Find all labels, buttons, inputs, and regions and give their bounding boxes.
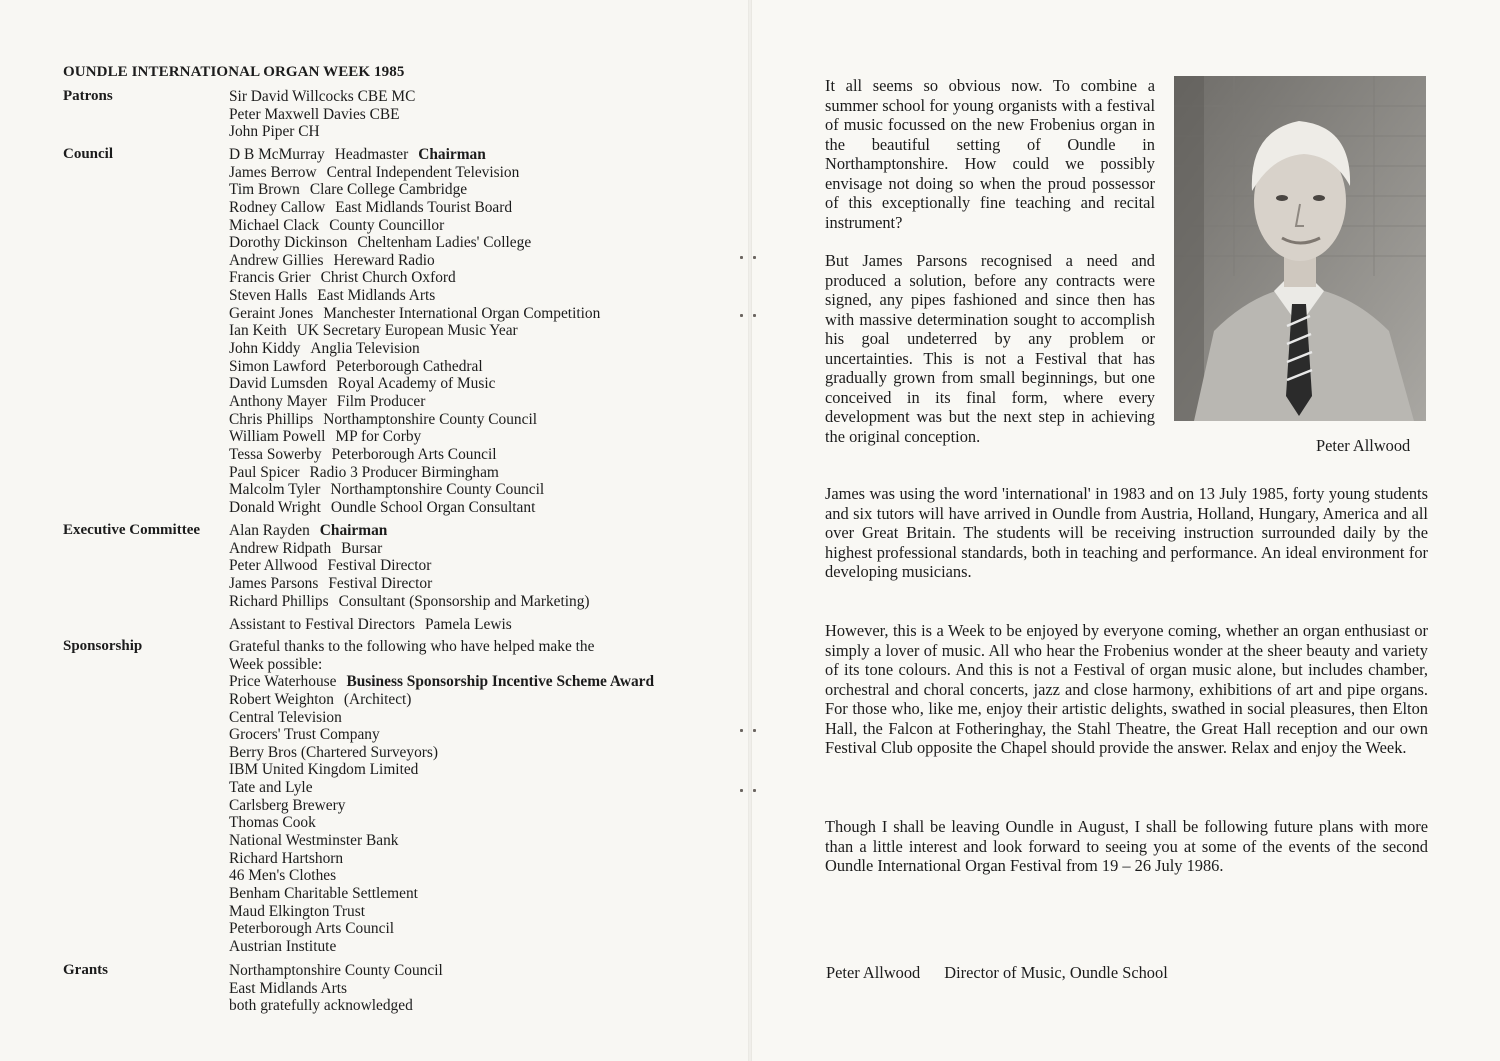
entry-name: William Powell — [229, 428, 326, 446]
section-label: Grants — [63, 962, 108, 978]
entry-name: Anthony Mayer — [229, 392, 327, 410]
paragraph-intro: It all seems so obvious now. To combine a summer school for young organists with a festival of music focussed on the new Frobenius organ in the beautiful setting of Oundle in Northamptonshire. How could we possibly envisage not doing so when the proud possessor of this exceptionally fine teaching and recital instrument? — [825, 76, 1155, 232]
document-title: OUNDLE INTERNATIONAL ORGAN WEEK 1985 — [63, 64, 405, 80]
section-label: Sponsorship — [63, 638, 143, 654]
entry-name: National Westminster Bank — [229, 832, 399, 850]
entry-name: Peterborough Arts Council — [229, 920, 395, 938]
entry-role: East Midlands Arts — [317, 287, 436, 305]
list-item — [229, 428, 729, 446]
list-item — [229, 540, 729, 558]
signature-title: Director of Music, Oundle School — [944, 963, 1168, 982]
staple-mark — [740, 789, 756, 792]
entry-name: Malcolm Tyler — [229, 481, 321, 499]
list-item — [229, 761, 729, 779]
list-item — [229, 593, 729, 611]
entry-role: Royal Academy of Music — [337, 375, 496, 393]
entry-name: Simon Lawford — [229, 357, 327, 375]
list-item — [229, 164, 729, 182]
entry-name: John Kiddy — [229, 340, 301, 358]
sponsorship-list — [229, 673, 729, 955]
section-label: Council — [63, 146, 114, 162]
paragraph-farewell: Though I shall be leaving Oundle in August, I shall be following future plans with more than a little interest and look forward to seeing you at some of the events of the second Oundle International Organ Festival from 19 – 26 July 1986. — [825, 817, 1428, 875]
list-item — [229, 867, 729, 885]
entry-name: Central Television — [229, 708, 342, 726]
entry-name: James Parsons — [229, 574, 319, 592]
entry-name: Andrew Ridpath — [229, 539, 332, 557]
entry-role: Hereward Radio — [333, 251, 435, 269]
paragraph-parsons: But James Parsons recognised a need and produced a solution, before any contracts were signed, any pipes fashioned and since then has with massive determination sought to accomplish his goal undeterred by any problem or uncertainties. This is not a Festival that has gradually grown from small beginnings, but one conceived in its final form, where every development was but the next step in achieving the original conception. — [825, 251, 1155, 446]
list-item — [229, 446, 729, 464]
entry-role: County Councillor — [329, 216, 445, 234]
entry-name: Robert Weighton — [229, 690, 334, 708]
list-item — [229, 850, 729, 868]
entry-emphasis: Chairman — [319, 522, 388, 539]
entry-name: Francis Grier — [229, 269, 311, 287]
paragraph-enjoyment: However, this is a Week to be enjoyed by everyone coming, whether an organ enthusiast or simply a lover of music. All who hear the Frobenius wonder at the sheer beauty and variety of its tone colours. And this is not a Festival of organ music alone, but includes chamber, orchestral and choral concerts, jazz and close harmony, exhibitions of art and pipe organs. For those who, like me, enjoy their artistic delights, swathed in social pleasures, then Elton Hall, the Falcon at Fotheringhay, the Stahl Theatre, the Great Hall reception and our own Festival Club opposite the Chapel should provide the answer. Relax and enjoy the Week. — [825, 621, 1428, 757]
list-item — [229, 411, 729, 429]
entry-name: Benham Charitable Settlement — [229, 884, 418, 902]
entry-name: Richard Phillips — [229, 592, 329, 610]
entry-name: Ian Keith — [229, 322, 287, 340]
entry-role: Festival Director — [328, 574, 433, 592]
staple-mark — [740, 256, 756, 259]
entry-name: Steven Halls — [229, 287, 308, 305]
sponsorship-body — [229, 638, 729, 956]
staple-mark — [740, 729, 756, 732]
entry-name: Price Waterhouse — [229, 673, 337, 691]
photo-caption: Peter Allwood — [1316, 436, 1411, 455]
entry-name: Geraint Jones — [229, 304, 314, 322]
list-item — [229, 181, 729, 199]
entry-name: Thomas Cook — [229, 814, 316, 832]
list-item — [229, 287, 729, 305]
list-item — [229, 375, 729, 393]
section-label: Patrons — [63, 88, 113, 104]
entry-name: Berry Bros (Chartered Surveyors) — [229, 743, 438, 761]
entry-role: Headmaster — [334, 146, 409, 163]
list-item — [229, 322, 729, 340]
list-item — [229, 106, 729, 124]
entry-role: Christ Church Oxford — [320, 269, 456, 287]
entry-role: East Midlands Tourist Board — [335, 198, 513, 216]
paragraph-international: James was using the word 'international' in 1983 and on 13 July 1985, forty young students and six tutors will have arrived in Oundle from Austria, Holland, Hungary, America and all over Great Britain. The students will be receiving instruction surrounded daily by the highest professional standards, both in teaching and performance. An ideal environment for developing musicians. — [825, 484, 1428, 581]
entry-role: Peterborough Arts Council — [331, 445, 497, 463]
entry-name: David Lumsden — [229, 375, 328, 393]
portrait-image — [1174, 76, 1426, 421]
list-item — [229, 557, 729, 575]
entry-emphasis: Business Sponsorship Incentive Scheme Award — [346, 673, 655, 691]
entry-name: Austrian Institute — [229, 937, 337, 955]
entry-role: (Architect) — [343, 690, 412, 708]
list-item — [229, 885, 729, 903]
entry-name: Peter Allwood — [229, 557, 318, 575]
list-item — [229, 814, 729, 832]
list-item — [229, 980, 729, 998]
list-item — [229, 920, 729, 938]
council-list — [229, 146, 729, 516]
list-item — [229, 358, 729, 376]
list-item — [229, 616, 729, 634]
entry-name: Richard Hartshorn — [229, 849, 344, 867]
list-item — [229, 234, 729, 252]
list-item — [229, 522, 729, 540]
entry-name: James Berrow — [229, 163, 317, 181]
entry-emphasis: Chairman — [418, 146, 486, 163]
entry-name: Grocers' Trust Company — [229, 726, 380, 744]
entry-role: Anglia Television — [310, 340, 420, 358]
entry-name: Rodney Callow — [229, 198, 326, 216]
entry-name: Tessa Sowerby — [229, 445, 322, 463]
entry-name: Andrew Gillies — [229, 251, 324, 269]
list-item — [229, 938, 729, 956]
entry-name: Maud Elkington Trust — [229, 902, 365, 920]
list-item — [229, 744, 729, 762]
assistant-entry — [229, 616, 729, 634]
list-item — [229, 575, 729, 593]
entry-name: both gratefully acknowledged — [229, 997, 413, 1015]
list-item — [229, 464, 729, 482]
entry-role: Central Independent Television — [326, 163, 520, 181]
entry-name: Tim Brown — [229, 181, 300, 199]
list-item — [229, 123, 729, 141]
entry-role: Radio 3 Producer Birmingham — [309, 463, 499, 481]
list-item — [229, 997, 729, 1015]
entry-role: MP for Corby — [335, 428, 422, 446]
entry-name: IBM United Kingdom Limited — [229, 761, 419, 779]
entry-name: Sir David Willcocks CBE MC — [229, 88, 416, 105]
list-item — [229, 962, 729, 980]
entry-name: Donald Wright — [229, 498, 321, 516]
entry-role: UK Secretary European Music Year — [296, 322, 518, 340]
list-item — [229, 305, 729, 323]
list-item — [229, 726, 729, 744]
list-item — [229, 393, 729, 411]
list-item — [229, 499, 729, 517]
entry-name: Carlsberg Brewery — [229, 796, 346, 814]
list-item — [229, 146, 729, 164]
entry-role: Northamptonshire County Council — [323, 410, 537, 428]
list-item — [229, 691, 729, 709]
entry-role: Pamela Lewis — [424, 616, 512, 633]
patrons-list — [229, 88, 729, 141]
list-item — [229, 673, 729, 691]
list-item — [229, 832, 729, 850]
entry-role: Peterborough Cathedral — [336, 357, 483, 375]
portrait-photo — [1174, 76, 1426, 421]
list-item — [229, 903, 729, 921]
list-item — [229, 88, 729, 106]
list-item — [229, 797, 729, 815]
list-item — [229, 252, 729, 270]
entry-name: Northamptonshire County Council — [229, 962, 443, 979]
entry-name: Paul Spicer — [229, 463, 300, 481]
sponsorship-intro-line: Week possible: — [229, 655, 323, 673]
entry-role: Bursar — [341, 539, 383, 557]
entry-name: Alan Rayden — [229, 522, 310, 539]
entry-name: East Midlands Arts — [229, 979, 347, 997]
list-item — [229, 481, 729, 499]
entry-role: Consultant (Sponsorship and Marketing) — [338, 592, 590, 610]
grants-list — [229, 962, 729, 1015]
list-item — [229, 779, 729, 797]
executive-list — [229, 522, 729, 610]
entry-role: Oundle School Organ Consultant — [330, 498, 536, 516]
section-label: Executive Committee — [63, 522, 201, 538]
entry-role: Clare College Cambridge — [309, 181, 468, 199]
list-item — [229, 340, 729, 358]
entry-role: Festival Director — [327, 557, 432, 575]
entry-role: Film Producer — [336, 392, 426, 410]
signature-name: Peter Allwood — [826, 963, 921, 982]
list-item — [229, 709, 729, 727]
list-item — [229, 199, 729, 217]
entry-name: Chris Phillips — [229, 410, 314, 428]
sponsorship-intro-line: Grateful thanks to the following who have helped make the — [229, 638, 595, 655]
entry-name: Peter Maxwell Davies CBE — [229, 105, 400, 123]
entry-name: John Piper CH — [229, 123, 320, 141]
entry-name: Dorothy Dickinson — [229, 234, 348, 252]
entry-name: D B McMurray — [229, 146, 325, 163]
entry-name: 46 Men's Clothes — [229, 867, 337, 885]
list-item — [229, 269, 729, 287]
staple-mark — [740, 314, 756, 317]
entry-role: Cheltenham Ladies' College — [357, 234, 532, 252]
entry-name: Tate and Lyle — [229, 779, 313, 797]
entry-role: Manchester International Organ Competition — [323, 304, 601, 322]
entry-name: Assistant to Festival Directors — [229, 616, 415, 633]
list-item — [229, 217, 729, 235]
signature-line — [826, 963, 1168, 983]
entry-name: Michael Clack — [229, 216, 320, 234]
entry-role: Northamptonshire County Council — [330, 481, 545, 499]
